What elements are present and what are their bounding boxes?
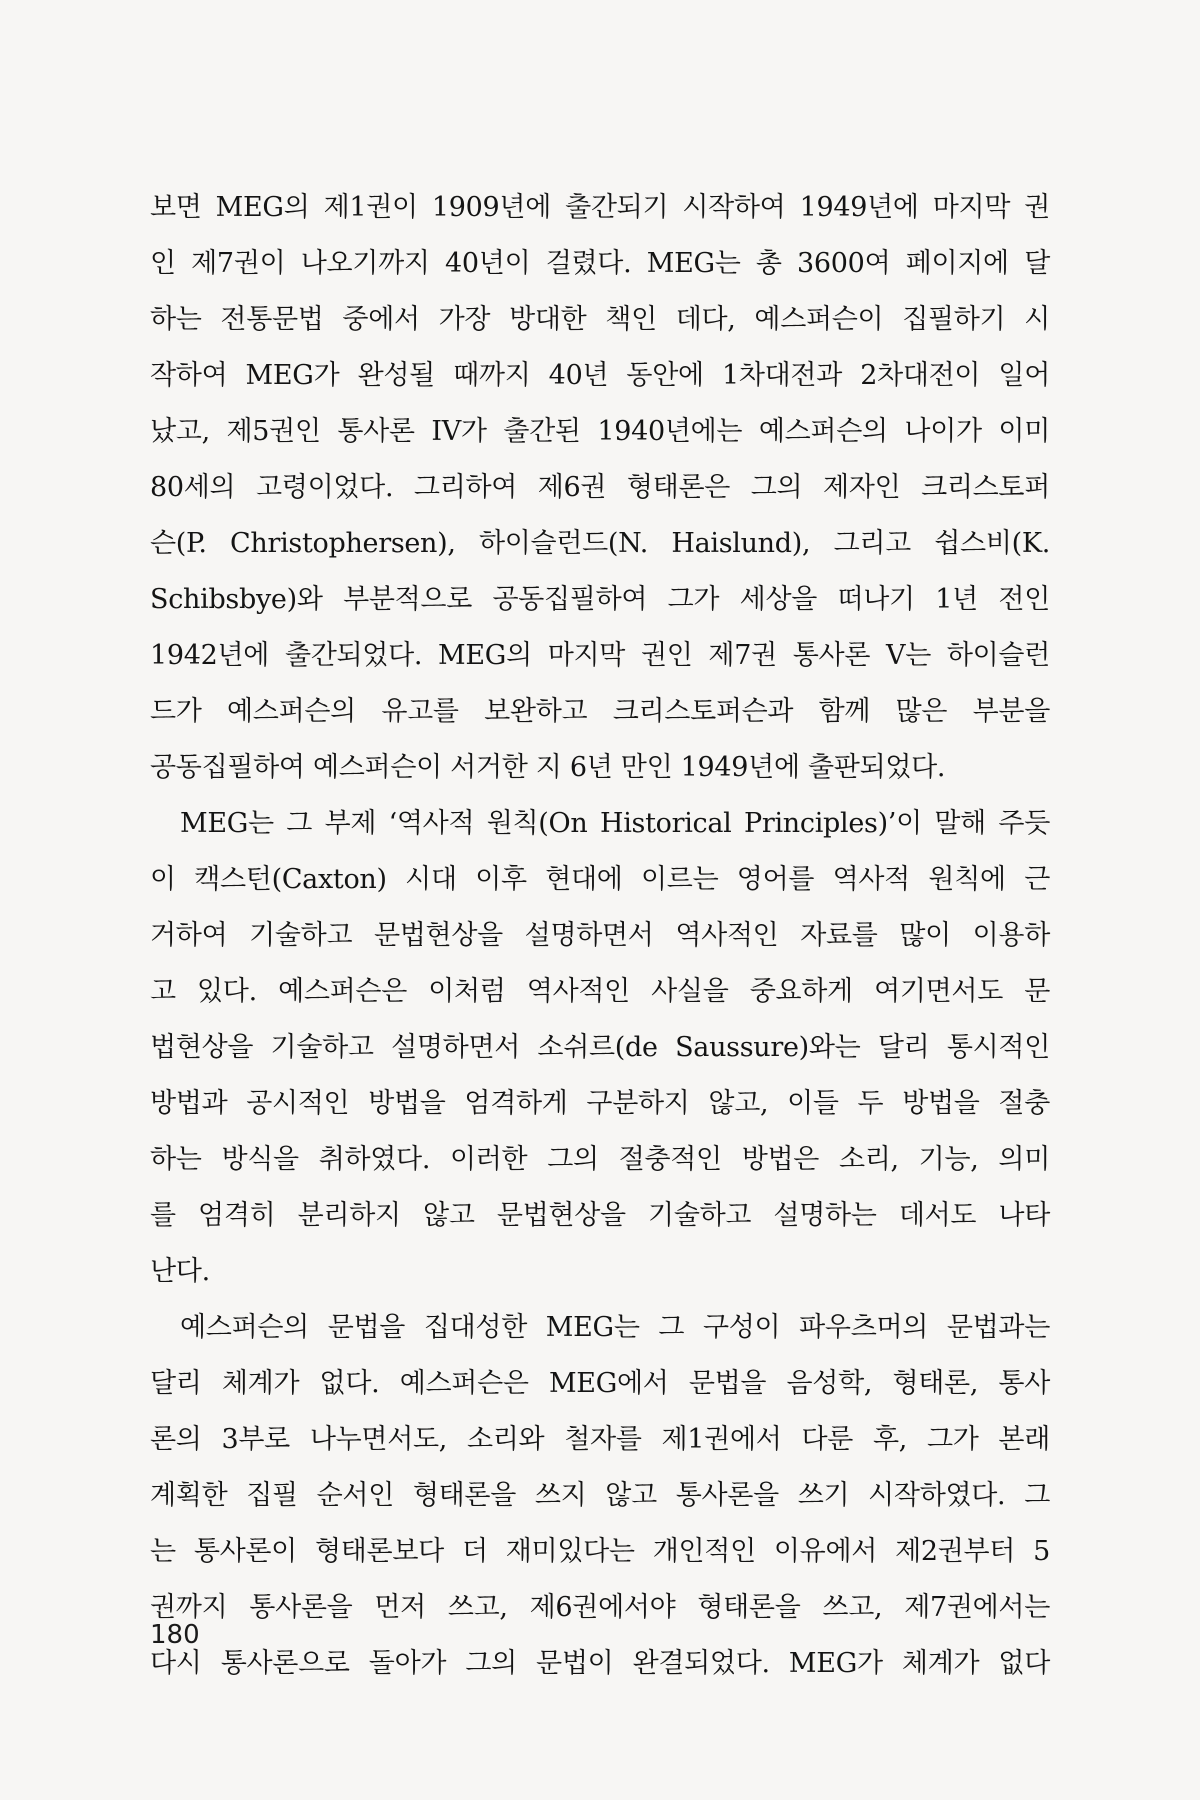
text-line: 를 엄격히 분리하지 않고 문법현상을 기술하고 설명하는 데서도 나타 [150,1200,1050,1231]
text-line: 달리 체계가 없다. 예스퍼슨은 MEG에서 문법을 음성학, 형태론, 통사 [150,1368,1050,1399]
text-line: 80세의 고령이었다. 그리하여 제6권 형태론은 그의 제자인 크리스토퍼 [150,472,1050,503]
text-line: 난다. [150,1256,210,1287]
text-line: Schibsbye)와 부분적으로 공동집필하여 그가 세상을 떠나기 1년 전인 [150,584,1050,615]
text-line: 슨(P. Christophersen), 하이슬런드(N. Haislund), 그리고 쉽스비(K. [150,528,1050,559]
text-line: 권까지 통사론을 먼저 쓰고, 제6권에서야 형태론을 쓰고, 제7권에서는 [150,1592,1050,1623]
text-line: 이 캑스턴(Caxton) 시대 이후 현대에 이르는 영어를 역사적 원칙에 근 [150,864,1050,895]
body-text [150,180,1050,1692]
text-line: 났고, 제5권인 통사론 IV가 출간된 1940년에는 예스퍼슨의 나이가 이미 [150,416,1050,447]
text-line: 계획한 집필 순서인 형태론을 쓰지 않고 통사론을 쓰기 시작하였다. 그 [150,1480,1050,1511]
text-line: 고 있다. 예스퍼슨은 이처럼 역사적인 사실을 중요하게 여기면서도 문 [150,976,1050,1007]
text-line: 드가 예스퍼슨의 유고를 보완하고 크리스토퍼슨과 함께 많은 부분을 [150,696,1050,727]
text-line: 방법과 공시적인 방법을 엄격하게 구분하지 않고, 이들 두 방법을 절충 [150,1088,1050,1119]
page-number: 180 [150,1620,200,1650]
text-line: 1942년에 출간되었다. MEG의 마지막 권인 제7권 통사론 V는 하이슬런 [150,640,1050,671]
text-line: 는 통사론이 형태론보다 더 재미있다는 개인적인 이유에서 제2권부터 5 [150,1536,1050,1567]
text-line: 하는 방식을 취하였다. 이러한 그의 절충적인 방법은 소리, 기능, 의미 [150,1144,1050,1175]
text-line: 공동집필하여 예스퍼슨이 서거한 지 6년 만인 1949년에 출판되었다. [150,752,946,783]
text-line: MEG는 그 부제 ‘역사적 원칙(On Historical Principles)’이 말해 주듯 [180,808,1050,839]
text-line: 다시 통사론으로 돌아가 그의 문법이 완결되었다. MEG가 체계가 없다 [150,1648,1050,1679]
text-line: 하는 전통문법 중에서 가장 방대한 책인 데다, 예스퍼슨이 집필하기 시 [150,304,1050,335]
text-line: 보면 MEG의 제1권이 1909년에 출간되기 시작하여 1949년에 마지막 권 [150,192,1050,223]
text-line: 예스퍼슨의 문법을 집대성한 MEG는 그 구성이 파우츠머의 문법과는 [180,1312,1050,1343]
text-line: 론의 3부로 나누면서도, 소리와 철자를 제1권에서 다룬 후, 그가 본래 [150,1424,1050,1455]
text-line: 작하여 MEG가 완성될 때까지 40년 동안에 1차대전과 2차대전이 일어 [150,360,1050,391]
text-line: 인 제7권이 나오기까지 40년이 걸렸다. MEG는 총 3600여 페이지에 달 [150,248,1050,279]
text-line: 거하여 기술하고 문법현상을 설명하면서 역사적인 자료를 많이 이용하 [150,920,1050,951]
text-line: 법현상을 기술하고 설명하면서 소쉬르(de Saussure)와는 달리 통시적인 [150,1032,1050,1063]
